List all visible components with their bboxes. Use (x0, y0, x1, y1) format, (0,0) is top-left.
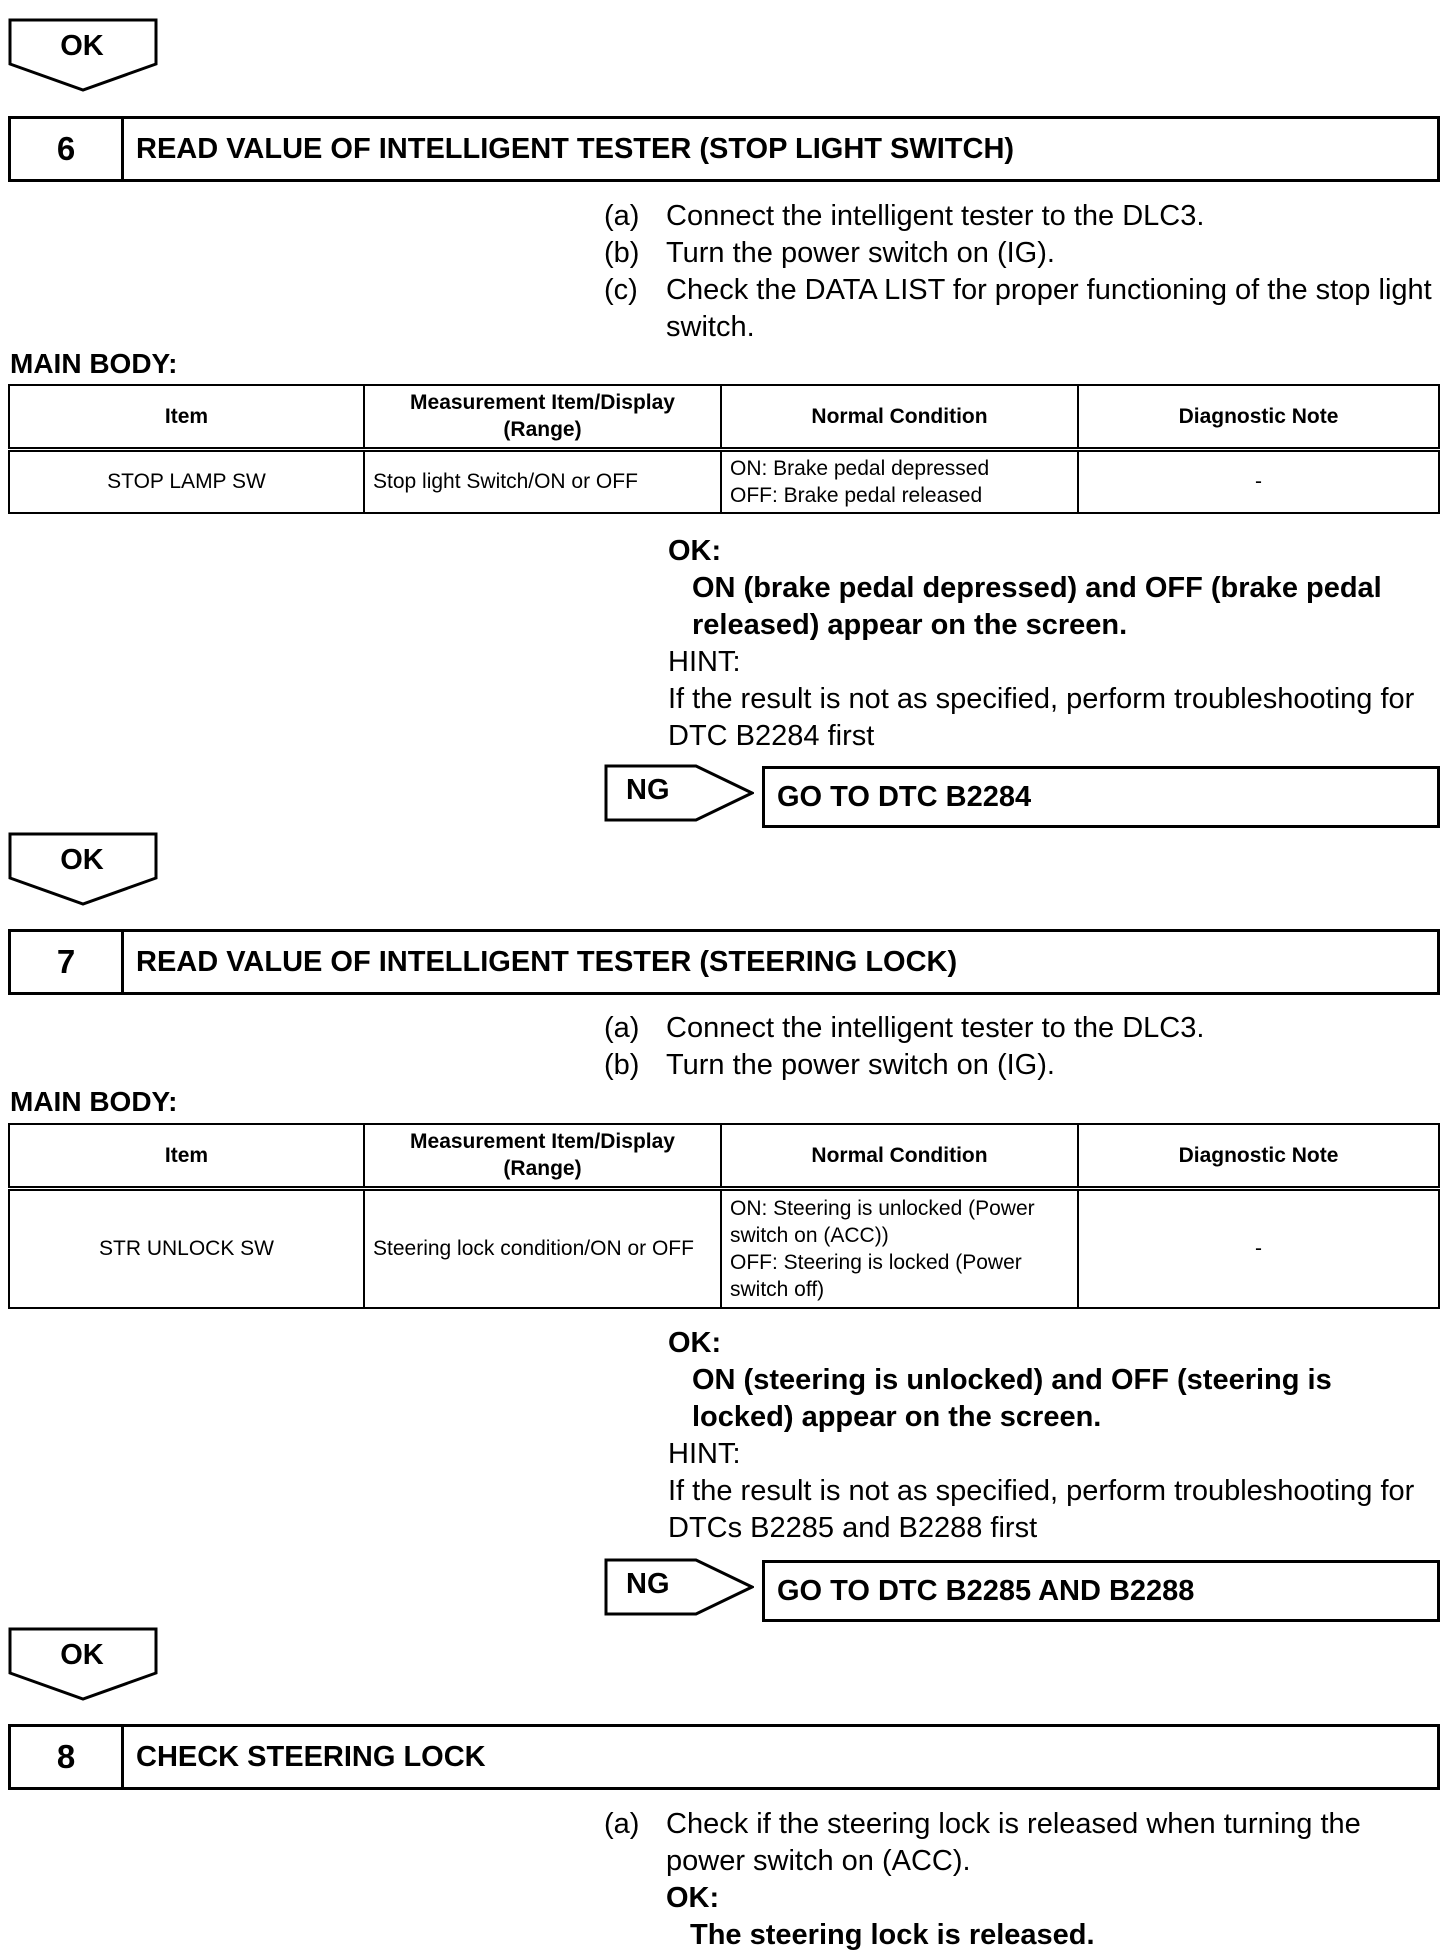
normal-condition-cell: ON: Brake pedal depressed OFF: Brake pedal released (721, 449, 1078, 513)
ok-title: OK: (666, 1882, 720, 1914)
step-title: READ VALUE OF INTELLIGENT TESTER (STOP LIGHT SWITCH) (136, 132, 1015, 165)
hint-text: If the result is not as specified, perform troubleshooting for DTCs B2285 and B2288 first (668, 1475, 1415, 1544)
step-title: CHECK STEERING LOCK (136, 1740, 486, 1773)
instruction-item: (b) Turn the power switch on (IG). (604, 237, 1055, 269)
table-row (9, 449, 1439, 513)
step-header (8, 116, 1440, 182)
ok-label: OK (60, 1639, 104, 1671)
ok-arrow-badge (8, 1627, 158, 1707)
step-title: READ VALUE OF INTELLIGENT TESTER (STEERING LOCK) (136, 945, 958, 978)
instruction-list (604, 1010, 1440, 1084)
column-header: Item (9, 1124, 364, 1188)
table-header-row (9, 385, 1439, 449)
column-header: Item (9, 385, 364, 449)
column-header: Diagnostic Note (1078, 1124, 1439, 1188)
ok-arrow-badge (8, 832, 158, 912)
instruction-item: (a) Check if the steering lock is released when turning the power switch on (ACC). (604, 1808, 1361, 1877)
step-header (8, 929, 1440, 995)
hint-label: HINT: (668, 646, 741, 678)
measurement-cell: Steering lock condition/ON or OFF (364, 1188, 721, 1308)
instruction-item: (c) Check the DATA LIST for proper functioning of the stop light switch. (604, 274, 1432, 343)
item-cell: STOP LAMP SW (9, 449, 364, 513)
ng-arrow-badge (604, 1558, 754, 1616)
column-header: Normal Condition (721, 385, 1078, 449)
result-block (668, 533, 1438, 755)
measurement-cell: Stop light Switch/ON or OFF (364, 449, 721, 513)
instruction-list (604, 198, 1440, 346)
data-list-table (8, 1123, 1440, 1309)
item-cell: STR UNLOCK SW (9, 1188, 364, 1308)
column-header: Diagnostic Note (1078, 385, 1439, 449)
ok-label: OK (60, 30, 104, 62)
ok-title: OK: (668, 535, 722, 567)
ng-goto-box: GO TO DTC B2285 AND B2288 (762, 1560, 1440, 1622)
diagnostic-note-cell: - (1078, 1188, 1439, 1308)
column-header: Normal Condition (721, 1124, 1078, 1188)
hint-text: If the result is not as specified, perform troubleshooting for DTC B2284 first (668, 683, 1415, 752)
ng-arrow-badge (604, 764, 754, 822)
column-header: Measurement Item/Display (Range) (364, 1124, 721, 1188)
instruction-item: (b) Turn the power switch on (IG). (604, 1049, 1055, 1081)
instruction-item: (a) Connect the intelligent tester to the DLC3. (604, 1012, 1205, 1044)
ok-text: ON (brake pedal depressed) and OFF (brake pedal released) appear on the screen. (692, 572, 1382, 641)
column-header: Measurement Item/Display (Range) (364, 385, 721, 449)
ok-text: The steering lock is released. (690, 1919, 1095, 1951)
section-label: MAIN BODY: (10, 348, 178, 379)
table-header-row (9, 1124, 1439, 1188)
diagnostic-note-cell: - (1078, 449, 1439, 513)
normal-condition-cell: ON: Steering is unlocked (Power switch on (ACC)) OFF: Steering is locked (Power switch off) (721, 1188, 1078, 1308)
hint-label: HINT: (668, 1438, 741, 1470)
ok-text: ON (steering is unlocked) and OFF (steering is locked) appear on the screen. (692, 1364, 1332, 1433)
ok-arrow-badge (8, 18, 158, 98)
instruction-item: (a) Connect the intelligent tester to the DLC3. (604, 200, 1205, 232)
step-header (8, 1724, 1440, 1790)
ng-goto-box: GO TO DTC B2284 (762, 766, 1440, 828)
ok-title: OK: (668, 1327, 722, 1359)
ng-label: NG (626, 774, 670, 806)
data-list-table (8, 384, 1440, 514)
table-row (9, 1188, 1439, 1308)
ng-label: NG (626, 1568, 670, 1600)
step-number: 8 (11, 1727, 124, 1787)
step-number: 7 (11, 932, 124, 992)
result-block (668, 1325, 1438, 1547)
step-number: 6 (11, 119, 124, 179)
instruction-list (604, 1806, 1440, 1954)
section-label: MAIN BODY: (10, 1086, 178, 1117)
ok-label: OK (60, 844, 104, 876)
